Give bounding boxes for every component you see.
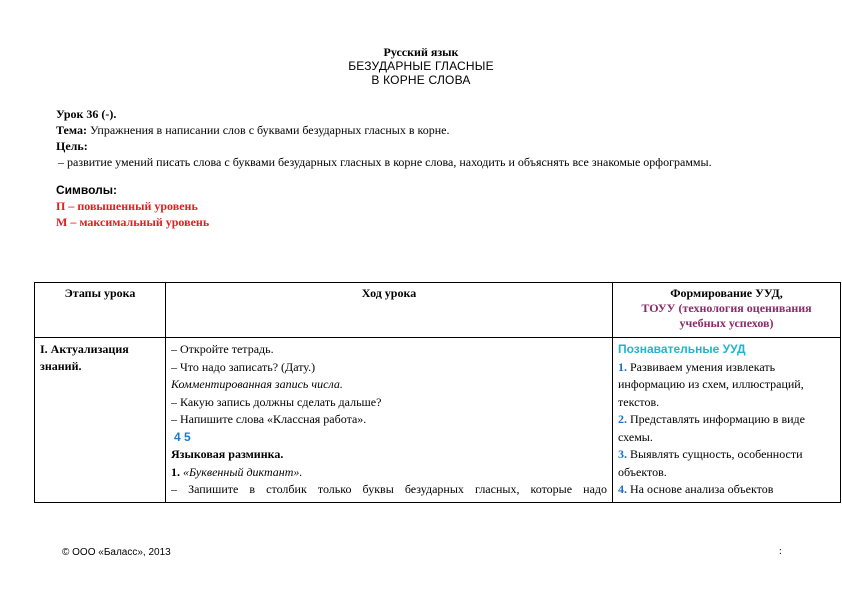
table-row	[35, 338, 841, 503]
uud-item	[618, 359, 835, 412]
goal-label: Цель:	[56, 139, 88, 153]
symbol-m-level: М – максимальный уровень	[56, 215, 210, 229]
uud-item-number: 3.	[618, 447, 627, 461]
course-line: – Откройте тетрадь.	[171, 342, 274, 356]
level-numbers: 4 5	[174, 429, 191, 444]
lesson-info	[56, 106, 786, 230]
exercise-number: 1.	[171, 464, 180, 479]
page-header	[0, 45, 842, 87]
stage-cell: I. Актуализация знаний.	[35, 338, 166, 503]
topic	[56, 122, 786, 138]
goal-text: – развитие умений писать слова с буквами безударных гласных в корне слова, находить и объяснять все знакомые орфограммы.	[58, 155, 712, 169]
uud-item-number: 2.	[618, 412, 627, 426]
uud-item	[618, 411, 835, 446]
uud-heading: Познавательные УУД	[618, 342, 746, 356]
lesson-number: Урок 36 (-).	[56, 107, 117, 121]
uud-item	[618, 446, 835, 481]
uud-item-text: На основе анализа объектов	[627, 482, 774, 496]
table-header-row	[35, 283, 841, 338]
header-course: Ход урока	[166, 283, 613, 338]
exercise-name: «Буквенный диктант».	[180, 464, 303, 479]
header-uud	[613, 283, 841, 338]
uud-item-number: 4.	[618, 482, 627, 496]
footer-mark: :	[779, 546, 782, 557]
warmup-heading: Языковая разминка.	[171, 447, 284, 461]
header-uud-sub-1: ТОУУ (технология оценивания	[641, 301, 812, 315]
course-line: – Что надо записать? (Дату.)	[171, 359, 316, 374]
uud-item-text: Развиваем умения извлекать информацию из схем, иллюстраций, текстов.	[618, 359, 804, 409]
course-line: – Какую запись должны сделать дальше?	[171, 394, 382, 409]
uud-cell	[613, 338, 841, 503]
exercise-item	[171, 464, 607, 482]
symbol-p-level: П – повышенный уровень	[56, 199, 198, 213]
topic-text: Упражнения в написании слов с буквами безударных гласных в корне.	[86, 123, 450, 137]
lesson-table	[34, 282, 841, 503]
uud-item-text: Выявлять сущность, особенности объектов.	[618, 447, 803, 479]
header-uud-title: Формирование УУД,	[670, 286, 783, 300]
symbols-label: Символы:	[56, 183, 118, 197]
topic-label: Тема:	[56, 123, 87, 137]
course-cell	[166, 338, 613, 503]
uud-item-text: Представлять информацию в виде схемы.	[618, 412, 805, 444]
subject-title: Русский язык	[383, 45, 459, 59]
course-line: – Запишите в столбик только буквы безударных гласных, которые надо	[171, 482, 607, 496]
lesson-title-line-1: БЕЗУДАРНЫЕ ГЛАСНЫЕ	[348, 59, 494, 73]
uud-item	[618, 481, 835, 499]
uud-item-number: 1.	[618, 359, 627, 374]
footer-copyright: © ООО «Баласс», 2013	[62, 547, 171, 558]
course-line: – Напишите слова «Классная работа».	[171, 412, 367, 426]
header-uud-sub-2: учебных успехов)	[679, 316, 774, 330]
course-line: Комментированная запись числа.	[171, 377, 343, 391]
lesson-title-line-2: В КОРНЕ СЛОВА	[371, 73, 471, 87]
header-stages: Этапы урока	[35, 283, 166, 338]
